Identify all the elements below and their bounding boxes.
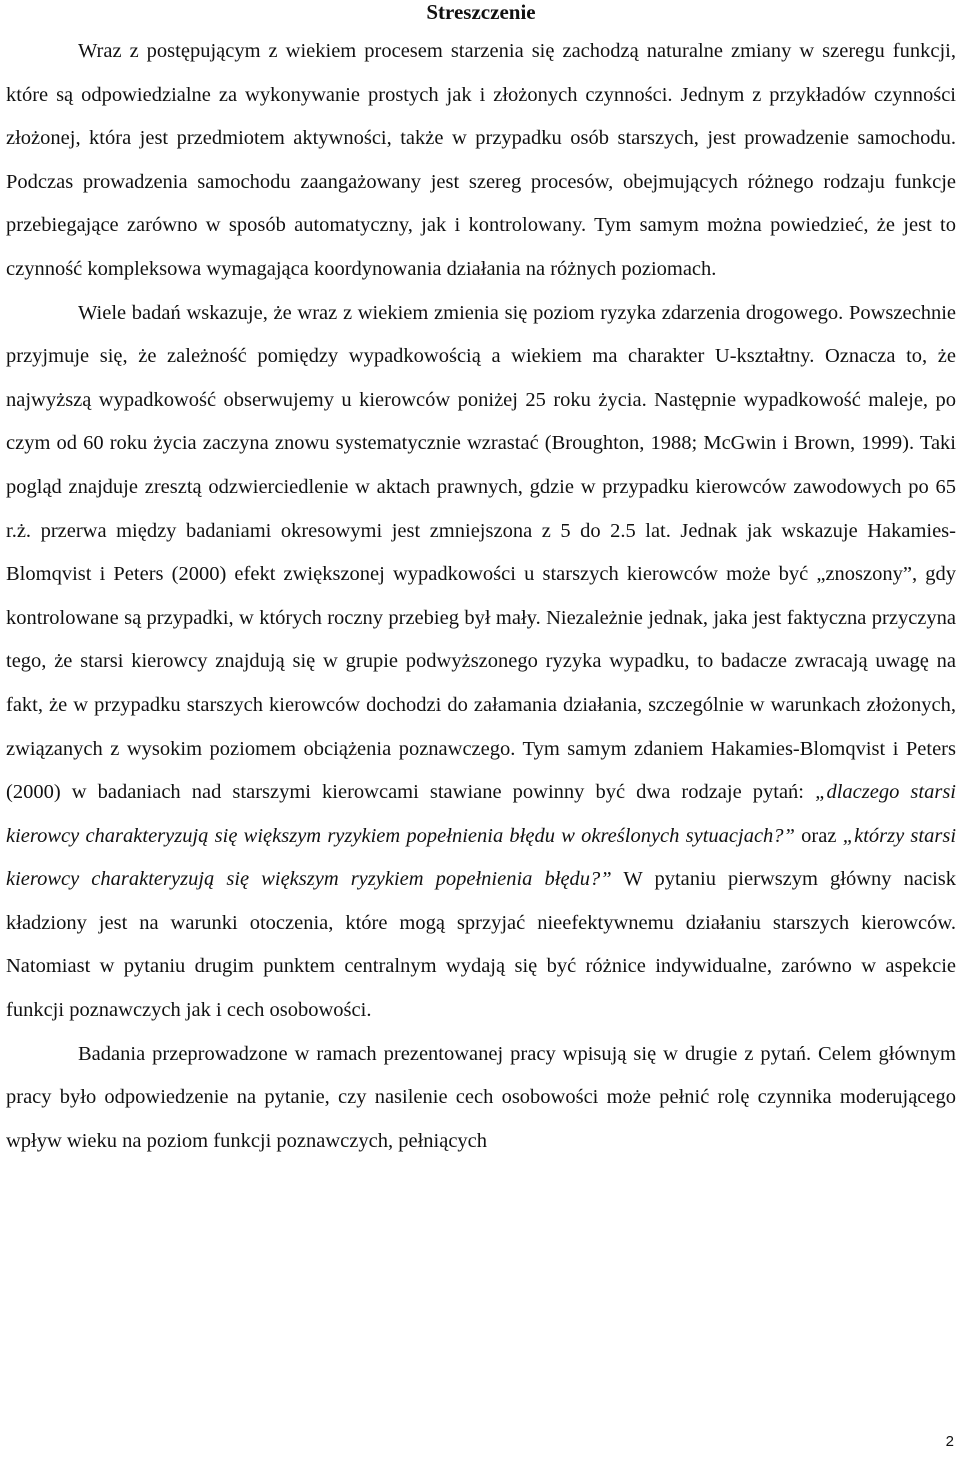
document-title: Streszczenie (426, 0, 536, 24)
paragraph-3 (6, 1033, 956, 1164)
document-page (6, 0, 956, 1163)
paragraph-2-text-part-3: W pytaniu pierwszym główny nacisk kładziony jest na warunki otoczenia, które mogą sprzyjać nieefektywnemu działaniu starszych kierowców. Natomiast w pytaniu drugim punktem centralnym wydają się być różnice indywidualne, zarówno w aspekcie funkcji poznawczych jak i cech osobowości. (6, 868, 957, 1022)
paragraph-3-text: Badania przeprowadzone w ramach prezentowanej pracy wpisują się w drugie z pytań. Celem głównym pracy było odpowiedzenie na pytanie, czy nasilenie cech osobowości może pełnić rolę czynnika moderującego wpływ wieku na poziom funkcji poznawczych, pełniących (6, 1042, 956, 1152)
page-number: 2 (945, 1433, 954, 1450)
paragraph-1-text: Wraz z postępującym z wiekiem procesem starzenia się zachodzą naturalne zmiany w szeregu funkcji, które są odpowiedzialne za wykonywanie prostych jak i złożonych czynności. Jednym z przykładów czynności złożonej, która jest przedmiotem aktywności, także w przypadku osób starszych, jest prowadzenie samochodu. Podczas prowadzenia samochodu zaangażowany jest szereg procesów, obejmujących różnego rodzaju funkcje przebiegające zarówno w sposób automatyczny, jak i kontrolowany. Tym samym można powiedzieć, że jest to czynność kompleksowa wymagająca koordynowania działania na różnych poziomach. (6, 40, 956, 280)
paragraph-2 (6, 292, 956, 1033)
paragraph-2-text-part-1: Wiele badań wskazuje, że wraz z wiekiem zmienia się poziom ryzyka zdarzenia drogowego. Powszechnie przyjmuje się, że zależność pomiędzy wypadkowością a wiekiem ma charakter U-kształtny. Oznacza to, że najwyższą wypadkowość obserwujemy u kierowców poniżej 25 roku życia. Następnie wypadkowość maleje, po czym od 60 roku życia zaczyna znowu systematycznie wzrastać (Broughton, 1988; McGwin i Brown, 1999). Taki pogląd znajduje zresztą odzwierciedlenie w aktach prawnych, gdzie w przypadku kierowców zawodowych po 65 r.ż. przerwa między badaniami okresowymi jest zmniejszona z 5 do 2.5 lat. Jednak jak wskazuje Hakamies-Blomqvist i Peters (2000) efekt zwiększonej wypadkowości u starszych kierowców może być „znoszony”, gdy kontrolowane są przypadki, w których roczny przebieg był mały. Niezależnie jednak, jaka jest faktyczna przyczyna tego, że starsi kierowcy znajdują się w grupie podwyższonego ryzyka wypadku, to badacze zwracają uwagę na fakt, że w przypadku starszych kierowców dochodzi do załamania działania, szczególnie w warunkach złożonych, związanych z wysokim poziomem obciążenia poznawczego. Tym samym zdaniem Hakamies-Blomqvist i Peters (2000) w badaniach nad starszymi kierowcami stawiane powinny być dwa rodzaje pytań: (6, 301, 956, 804)
paragraph-2-question-1: „dlaczego starsi kierowcy charakteryzują się większym ryzykiem popełnienia błędu w określonych sytuacjach?” (6, 781, 956, 847)
paragraph-2-text-part-2: oraz (794, 824, 843, 847)
paragraph-1 (6, 30, 956, 292)
paragraph-2-question-2: „którzy starsi kierowcy charakteryzują się większym ryzykiem popełnienia błędu?” (6, 824, 957, 891)
